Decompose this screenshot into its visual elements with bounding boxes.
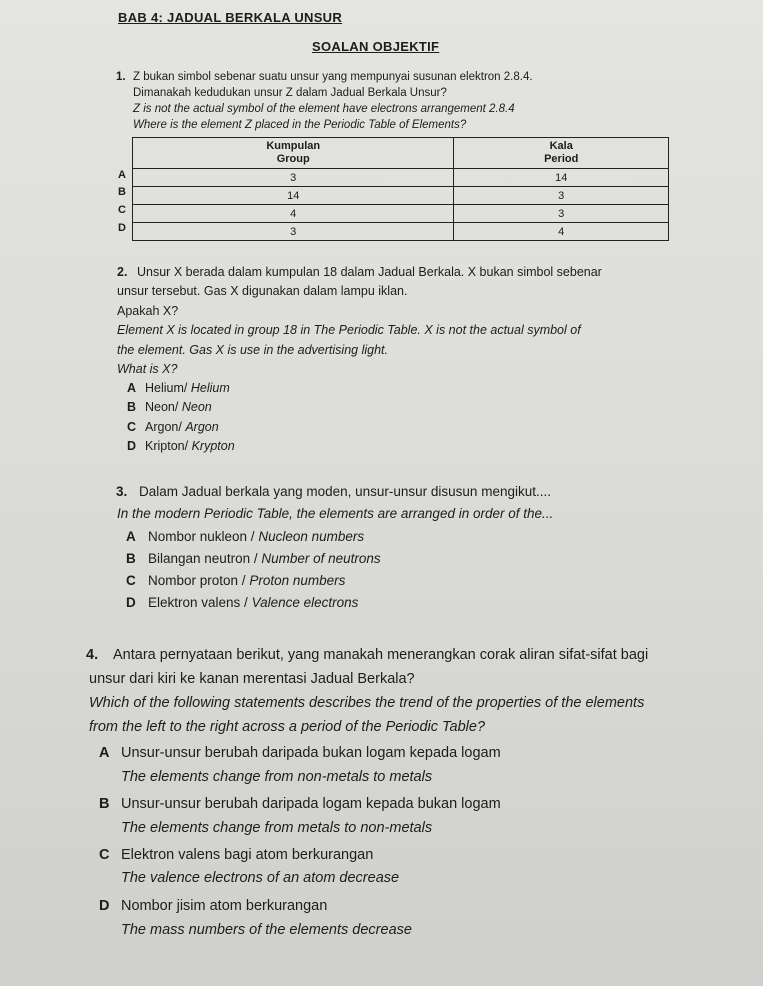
option-malay: Elektron valens / xyxy=(148,595,248,610)
question-text-line: unsur tersebut. Gas X digunakan dalam lampu iklan. xyxy=(117,284,408,298)
option-letter: B xyxy=(127,400,137,414)
table-row-b[interactable] xyxy=(133,187,669,205)
question-number: 4. xyxy=(86,647,99,663)
table-row-a[interactable] xyxy=(133,169,669,187)
question-text-line-english: What is X? xyxy=(117,362,178,376)
header-malay: Kala xyxy=(549,140,573,152)
option-letter[interactable]: B xyxy=(118,186,126,198)
table-row-c[interactable] xyxy=(133,205,669,223)
question-text-line-english: Element X is located in group 18 in The Periodic Table. X is not the actual symbol of xyxy=(117,323,581,337)
header-malay: Kumpulan xyxy=(266,140,321,152)
option-c[interactable] xyxy=(127,418,219,438)
chapter-title: BAB 4: JADUAL BERKALA UNSUR xyxy=(118,10,343,25)
answer-table xyxy=(132,137,669,241)
option-english: Krypton xyxy=(191,439,235,453)
period-cell: 4 xyxy=(454,223,669,241)
option-english: Valence electrons xyxy=(251,595,359,610)
question-text-line-english: the element. Gas X is use in the advertising light. xyxy=(117,343,388,357)
option-letter: A xyxy=(127,381,137,395)
option-malay: Nombor proton / xyxy=(148,573,246,588)
section-title: SOALAN OBJEKTIF xyxy=(312,39,440,54)
question-number: 1. xyxy=(116,71,126,83)
question-text-line: unsur dari kiri ke kanan merentasi Jadual Berkala? xyxy=(89,671,415,687)
option-letter: C xyxy=(99,847,110,863)
option-letter[interactable]: C xyxy=(118,204,126,216)
option-malay: Elektron valens bagi atom berkurangan xyxy=(121,847,374,863)
table-row-d[interactable] xyxy=(133,223,669,241)
option-c-english: The valence electrons of an atom decrease xyxy=(121,870,400,886)
option-malay: Helium/ xyxy=(145,381,188,395)
option-malay: Unsur-unsur berubah daripada logam kepada bukan logam xyxy=(121,796,501,812)
question-text-line-english: In the modern Periodic Table, the elements are arranged in order of the... xyxy=(117,506,554,521)
question-text-line-english: Z is not the actual symbol of the element have electrons arrangement 2.8.4 xyxy=(133,103,515,115)
option-a[interactable] xyxy=(126,526,364,547)
question-text-line: Antara pernyataan berikut, yang manakah menerangkan corak aliran sifat-sifat bagi xyxy=(113,647,649,663)
option-malay: Bilangan neutron / xyxy=(148,551,258,566)
option-malay: Argon/ xyxy=(145,420,182,434)
option-malay: Unsur-unsur berubah daripada bukan logam kepada logam xyxy=(121,745,501,761)
question-text-line-english: Which of the following statements describes the trend of the properties of the elements xyxy=(89,695,645,711)
option-english: Neon xyxy=(181,400,212,414)
option-d[interactable] xyxy=(127,437,235,457)
header-period xyxy=(454,138,669,169)
option-letter: A xyxy=(99,745,110,761)
option-d-english: The mass numbers of the elements decrease xyxy=(121,922,412,938)
option-d[interactable] xyxy=(99,894,327,918)
option-letter[interactable]: D xyxy=(118,222,126,234)
question-text-line: Apakah X? xyxy=(117,304,179,318)
option-letter: B xyxy=(126,551,136,566)
option-a-english: The elements change from non-metals to metals xyxy=(121,769,433,785)
option-letter: D xyxy=(127,439,137,453)
header-english: Group xyxy=(276,153,310,165)
option-letter: B xyxy=(99,796,110,812)
question-text-line-english: from the left to the right across a period of the Periodic Table? xyxy=(89,719,486,735)
option-english: Argon xyxy=(185,420,219,434)
option-b[interactable] xyxy=(99,792,501,816)
question-text-line: Unsur X berada dalam kumpulan 18 dalam Jadual Berkala. X bukan simbol sebenar xyxy=(137,265,602,279)
question-text-line-english: Where is the element Z placed in the Periodic Table of Elements? xyxy=(133,119,467,131)
question-number: 3. xyxy=(116,484,128,499)
group-cell: 14 xyxy=(133,187,454,205)
option-malay: Kripton/ xyxy=(145,439,189,453)
option-malay: Neon/ xyxy=(145,400,179,414)
option-letter: D xyxy=(99,898,110,914)
option-b-english: The elements change from metals to non-metals xyxy=(121,820,433,836)
option-letter: C xyxy=(126,573,136,588)
option-malay: Nombor jisim atom berkurangan xyxy=(121,898,328,914)
header-group xyxy=(133,138,454,169)
option-d[interactable] xyxy=(126,592,358,613)
option-a[interactable] xyxy=(99,741,501,765)
option-english: Number of neutrons xyxy=(261,551,381,566)
option-letter[interactable]: A xyxy=(118,169,126,181)
option-malay: Nombor nukleon / xyxy=(148,529,255,544)
question-number: 2. xyxy=(117,265,128,279)
header-english: Period xyxy=(544,153,579,165)
option-c[interactable] xyxy=(126,570,345,591)
option-b[interactable] xyxy=(127,398,212,418)
option-english: Proton numbers xyxy=(249,573,346,588)
period-cell: 3 xyxy=(454,187,669,205)
option-c[interactable] xyxy=(99,843,373,867)
period-cell: 3 xyxy=(454,205,669,223)
option-b[interactable] xyxy=(126,548,381,569)
period-cell: 14 xyxy=(454,169,669,187)
group-cell: 3 xyxy=(133,223,454,241)
question-text-line: Dalam Jadual berkala yang moden, unsur-unsur disusun mengikut.... xyxy=(139,484,551,499)
group-cell: 3 xyxy=(133,169,454,187)
group-cell: 4 xyxy=(133,205,454,223)
option-english: Helium xyxy=(190,381,230,395)
option-letter: C xyxy=(127,420,137,434)
option-letter: A xyxy=(126,529,136,544)
option-letter: D xyxy=(126,595,136,610)
question-text-line: Z bukan simbol sebenar suatu unsur yang mempunyai susunan elektron 2.8.4. xyxy=(133,71,533,83)
question-text-line: Dimanakah kedudukan unsur Z dalam Jadual Berkala Unsur? xyxy=(133,87,447,99)
table-header-row xyxy=(133,138,669,169)
option-english: Nucleon numbers xyxy=(258,529,365,544)
option-a[interactable] xyxy=(127,379,230,399)
